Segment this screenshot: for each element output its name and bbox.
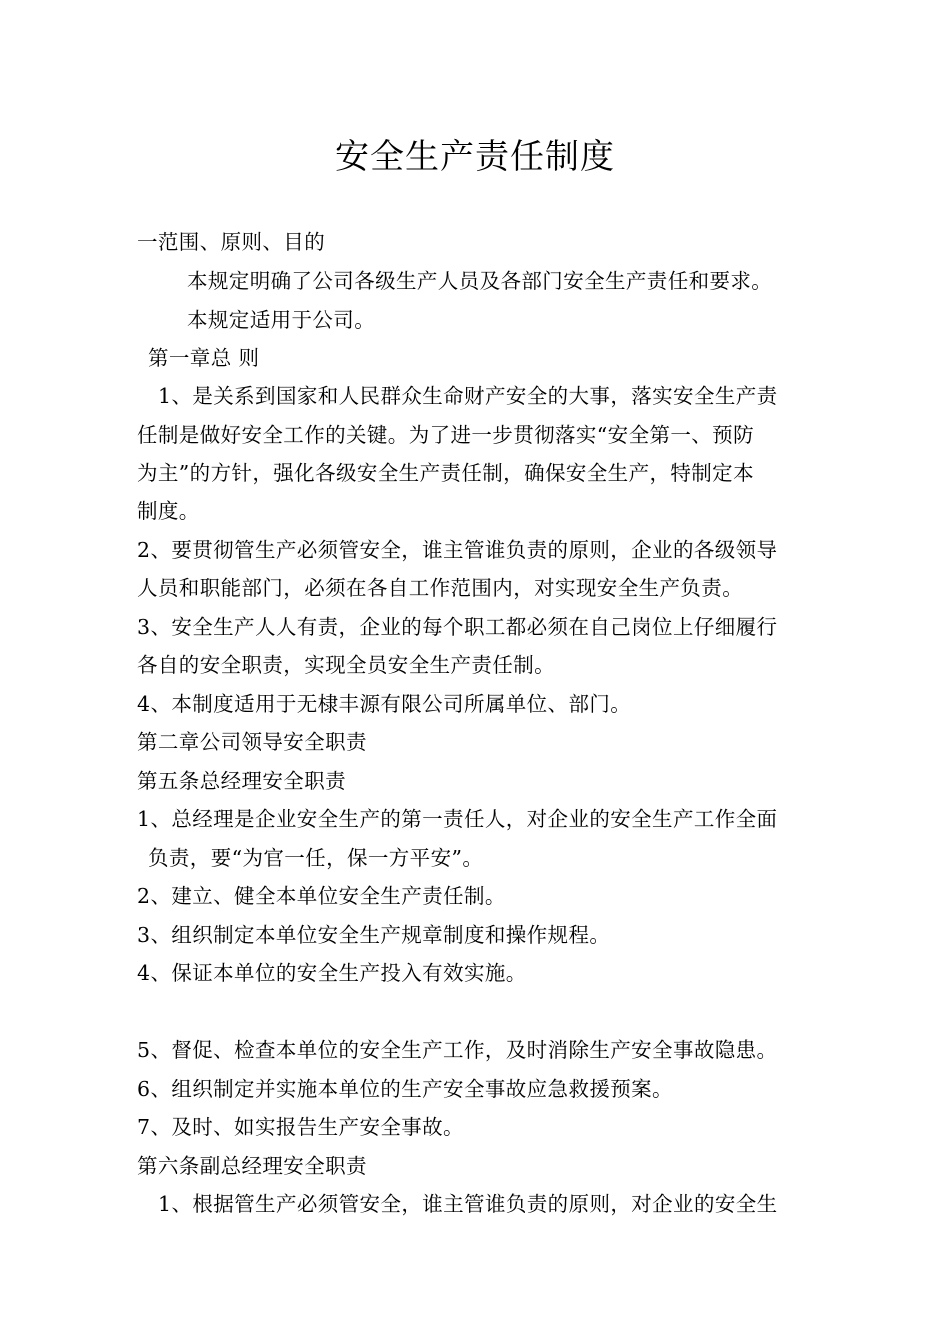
- paragraph-line: 1、总经理是企业安全生产的第一责任人，对企业的安全生产工作全面: [137, 807, 778, 831]
- paragraph-line: 本规定明确了公司各级生产人员及各部门安全生产责任和要求。: [187, 269, 773, 293]
- paragraph-line: 任制是做好安全工作的关键。为了进一步贯彻落实“安全第一、预防: [137, 423, 754, 447]
- paragraph-line: 2、建立、健全本单位安全生产责任制。: [137, 884, 506, 908]
- paragraph-line: 5、督促、检查本单位的安全生产工作，及时消除生产安全事故隐患。: [137, 1038, 778, 1062]
- paragraph-line: 为主”的方针，强化各级安全生产责任制，确保安全生产，特制定本: [137, 461, 754, 485]
- paragraph-line: 本规定适用于公司。: [187, 308, 376, 332]
- paragraph-line: 7、及时、如实报告生产安全事故。: [137, 1115, 464, 1139]
- paragraph-line: 负责，要“为官一任，保一方平安”。: [148, 846, 484, 870]
- chapter-heading: 第二章公司领导安全职责: [137, 730, 367, 754]
- paragraph-line: 2、要贯彻管生产必须管安全，谁主管谁负责的原则，企业的各级领导: [137, 538, 778, 562]
- paragraph-line: 制度。: [137, 499, 200, 523]
- paragraph-line: 4、本制度适用于无棣丰源有限公司所属单位、部门。: [137, 692, 632, 716]
- article-heading: 第六条副总经理安全职责: [137, 1154, 367, 1178]
- paragraph-line: 1、根据管生产必须管安全，谁主管谁负责的原则，对企业的安全生: [158, 1192, 778, 1216]
- paragraph-line: 4、保证本单位的安全生产投入有效实施。: [137, 961, 527, 985]
- paragraph-line: 各自的安全职责，实现全员安全生产责任制。: [137, 653, 555, 677]
- section-heading: 一范围、原则、目的: [137, 230, 326, 254]
- paragraph-line: 6、组织制定并实施本单位的生产安全事故应急救援预案。: [137, 1077, 673, 1101]
- article-heading: 第五条总经理安全职责: [137, 769, 346, 793]
- chapter-heading: 第一章总 则: [148, 346, 260, 370]
- paragraph-line: 3、安全生产人人有责，企业的每个职工都必须在自己岗位上仔细履行: [137, 615, 778, 639]
- paragraph-line: 3、组织制定本单位安全生产规章制度和操作规程。: [137, 923, 611, 947]
- paragraph-line: 人员和职能部门，必须在各自工作范围内，对实现安全生产负责。: [137, 576, 744, 600]
- document-title: 安全生产责任制度: [335, 137, 615, 177]
- paragraph-line: 1、是关系到国家和人民群众生命财产安全的大事，落实安全生产责: [158, 384, 778, 408]
